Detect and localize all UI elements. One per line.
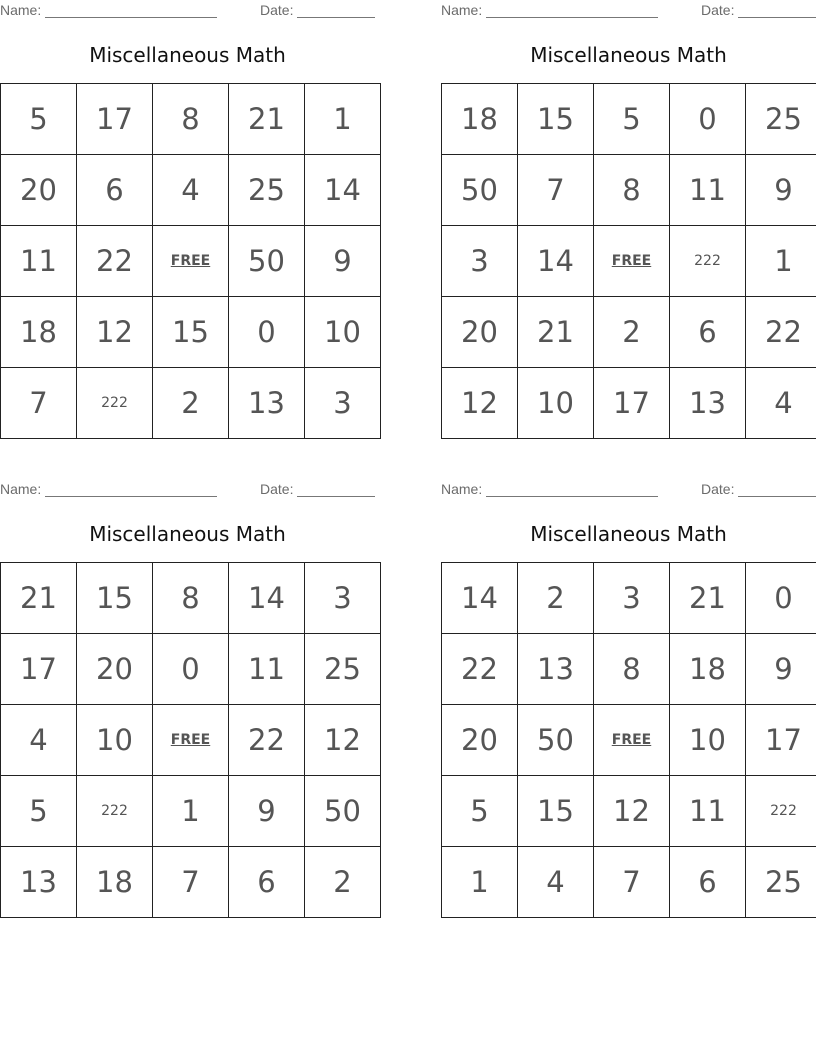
name-label: Name: — [0, 2, 42, 18]
date-label: Date: — [701, 481, 735, 497]
bingo-cell: 15 — [518, 84, 594, 155]
bingo-cell: 21 — [229, 84, 305, 155]
bingo-cell: 10 — [77, 705, 153, 776]
bingo-cell: 21 — [670, 563, 746, 634]
bingo-cell: 11 — [229, 634, 305, 705]
grid-row — [1, 776, 381, 847]
grid-row — [1, 563, 381, 634]
bingo-cell: 50 — [229, 226, 305, 297]
bingo-cell: 10 — [518, 368, 594, 439]
bingo-cell: 25 — [305, 634, 381, 705]
grid-row — [442, 155, 816, 226]
bingo-cell: 12 — [77, 297, 153, 368]
bingo-cell: 3 — [442, 226, 518, 297]
bingo-cell: 25 — [229, 155, 305, 226]
bingo-cell: 13 — [229, 368, 305, 439]
bingo-cell: 7 — [518, 155, 594, 226]
date-field[interactable] — [701, 2, 816, 18]
bingo-cell: 2 — [594, 297, 670, 368]
grid-row — [1, 155, 381, 226]
bingo-card — [441, 0, 816, 420]
bingo-cell: 18 — [1, 297, 77, 368]
bingo-cell: 5 — [594, 84, 670, 155]
bingo-cell: 2 — [153, 368, 229, 439]
bingo-cell: 9 — [746, 634, 816, 705]
date-label: Date: — [260, 2, 294, 18]
bingo-cell: 14 — [442, 563, 518, 634]
name-blank[interactable] — [486, 17, 658, 18]
bingo-cell: 2 — [518, 563, 594, 634]
bingo-cell: 13 — [1, 847, 77, 918]
name-field[interactable] — [441, 2, 658, 18]
grid-row — [1, 297, 381, 368]
bingo-cell: 14 — [518, 226, 594, 297]
name-label: Name: — [441, 481, 483, 497]
name-blank[interactable] — [486, 496, 658, 497]
card-header — [441, 479, 816, 499]
date-field[interactable] — [260, 481, 375, 497]
date-field[interactable] — [701, 481, 816, 497]
card-title: Miscellaneous Math — [89, 43, 286, 67]
name-field[interactable] — [441, 481, 658, 497]
grid-row — [442, 705, 816, 776]
bingo-cell: 15 — [77, 563, 153, 634]
bingo-cell: 0 — [229, 297, 305, 368]
bingo-cell: 1 — [442, 847, 518, 918]
bingo-cell: 15 — [153, 297, 229, 368]
grid-row — [1, 847, 381, 918]
bingo-cell: 222 — [670, 226, 746, 297]
grid-row — [1, 84, 381, 155]
grid-row — [1, 634, 381, 705]
card-header — [0, 479, 375, 499]
free-space: FREE — [594, 705, 670, 776]
name-label: Name: — [0, 481, 42, 497]
grid-row — [442, 297, 816, 368]
card-header — [441, 0, 816, 20]
bingo-cell: 25 — [746, 84, 816, 155]
date-blank[interactable] — [297, 496, 375, 497]
bingo-cell: 17 — [746, 705, 816, 776]
bingo-cell: 10 — [305, 297, 381, 368]
grid-row — [442, 776, 816, 847]
bingo-cell: 17 — [77, 84, 153, 155]
bingo-cell: 6 — [670, 847, 746, 918]
bingo-cell: 20 — [1, 155, 77, 226]
bingo-cell: 11 — [1, 226, 77, 297]
bingo-card — [441, 479, 816, 899]
name-blank[interactable] — [45, 17, 217, 18]
bingo-cell: 17 — [1, 634, 77, 705]
date-blank[interactable] — [738, 496, 816, 497]
bingo-cell: 18 — [77, 847, 153, 918]
bingo-cell: 4 — [518, 847, 594, 918]
grid-row — [442, 634, 816, 705]
bingo-cell: 22 — [746, 297, 816, 368]
name-blank[interactable] — [45, 496, 217, 497]
card-title: Miscellaneous Math — [530, 522, 727, 546]
bingo-card — [0, 479, 375, 899]
grid-row — [442, 368, 816, 439]
bingo-cell: 7 — [1, 368, 77, 439]
bingo-cell: 5 — [1, 84, 77, 155]
card-title: Miscellaneous Math — [89, 522, 286, 546]
bingo-cell: 3 — [305, 563, 381, 634]
bingo-cell: 6 — [229, 847, 305, 918]
bingo-cell: 6 — [670, 297, 746, 368]
bingo-cell: 8 — [153, 84, 229, 155]
free-space: FREE — [153, 705, 229, 776]
bingo-cell: 18 — [670, 634, 746, 705]
grid-row — [442, 847, 816, 918]
bingo-cell: 50 — [518, 705, 594, 776]
date-blank[interactable] — [738, 17, 816, 18]
name-field[interactable] — [0, 481, 217, 497]
grid-row — [1, 226, 381, 297]
bingo-cell: 5 — [1, 776, 77, 847]
bingo-cell: 222 — [77, 776, 153, 847]
bingo-cell: 20 — [77, 634, 153, 705]
bingo-cell: 13 — [670, 368, 746, 439]
grid-row — [1, 368, 381, 439]
bingo-grid — [0, 562, 381, 918]
bingo-cell: 18 — [442, 84, 518, 155]
bingo-cell: 14 — [229, 563, 305, 634]
bingo-cell: 3 — [305, 368, 381, 439]
bingo-cell: 15 — [518, 776, 594, 847]
bingo-cell: 7 — [594, 847, 670, 918]
bingo-cell: 11 — [670, 155, 746, 226]
bingo-cell: 21 — [1, 563, 77, 634]
bingo-cell: 5 — [442, 776, 518, 847]
bingo-cell: 22 — [442, 634, 518, 705]
bingo-cell: 25 — [746, 847, 816, 918]
bingo-grid — [441, 562, 816, 918]
date-label: Date: — [260, 481, 294, 497]
card-title: Miscellaneous Math — [530, 43, 727, 67]
bingo-cell: 4 — [1, 705, 77, 776]
bingo-cell: 6 — [77, 155, 153, 226]
bingo-cell: 11 — [670, 776, 746, 847]
free-space: FREE — [153, 226, 229, 297]
bingo-cell: 4 — [746, 368, 816, 439]
bingo-cell: 7 — [153, 847, 229, 918]
bingo-cell: 50 — [442, 155, 518, 226]
bingo-cell: 12 — [442, 368, 518, 439]
bingo-cell: 9 — [305, 226, 381, 297]
bingo-cell: 0 — [670, 84, 746, 155]
bingo-cell: 4 — [153, 155, 229, 226]
bingo-cell: 3 — [594, 563, 670, 634]
bingo-cell: 1 — [746, 226, 816, 297]
name-label: Name: — [441, 2, 483, 18]
bingo-cell: 22 — [77, 226, 153, 297]
card-header — [0, 0, 375, 20]
bingo-cell: 13 — [518, 634, 594, 705]
date-label: Date: — [701, 2, 735, 18]
bingo-cell: 8 — [153, 563, 229, 634]
bingo-cell: 50 — [305, 776, 381, 847]
bingo-cell: 20 — [442, 705, 518, 776]
bingo-cell: 1 — [305, 84, 381, 155]
bingo-cell: 10 — [670, 705, 746, 776]
bingo-cell: 222 — [77, 368, 153, 439]
bingo-cell: 1 — [153, 776, 229, 847]
free-space: FREE — [594, 226, 670, 297]
bingo-grid — [441, 83, 816, 439]
bingo-cell: 0 — [153, 634, 229, 705]
bingo-cell: 8 — [594, 155, 670, 226]
bingo-cell: 2 — [305, 847, 381, 918]
grid-row — [442, 563, 816, 634]
bingo-cell: 21 — [518, 297, 594, 368]
bingo-cell: 222 — [746, 776, 816, 847]
date-blank[interactable] — [297, 17, 375, 18]
bingo-grid — [0, 83, 381, 439]
bingo-cell: 20 — [442, 297, 518, 368]
bingo-card — [0, 0, 375, 420]
bingo-cell: 8 — [594, 634, 670, 705]
bingo-cell: 14 — [305, 155, 381, 226]
bingo-cell: 22 — [229, 705, 305, 776]
bingo-cell: 12 — [305, 705, 381, 776]
name-field[interactable] — [0, 2, 217, 18]
bingo-cell: 9 — [746, 155, 816, 226]
bingo-cell: 12 — [594, 776, 670, 847]
date-field[interactable] — [260, 2, 375, 18]
grid-row — [442, 84, 816, 155]
bingo-cell: 17 — [594, 368, 670, 439]
grid-row — [442, 226, 816, 297]
bingo-cell: 9 — [229, 776, 305, 847]
bingo-cell: 0 — [746, 563, 816, 634]
grid-row — [1, 705, 381, 776]
